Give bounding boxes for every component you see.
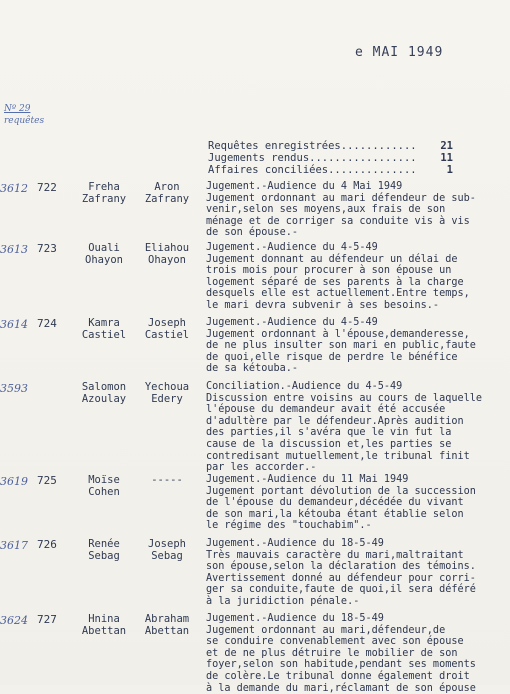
- margin-note-line: Nº 29: [4, 104, 31, 114]
- plaintiff-name: Ouali Ohayon: [85, 242, 123, 266]
- margin-note-line: requêtes: [4, 116, 45, 126]
- case-ref: 3619: [0, 475, 28, 488]
- case-number: 725: [37, 474, 57, 487]
- case-text: Jugement.-Audience du 4 Mai 1949 Jugement ordonnant au mari défendeur de sub- venir,selon ses moyens,aux frais de son ménage et de corriger sa conduite vis à vis de son épouse.-: [206, 181, 476, 239]
- case-text: Jugement.-Audience du 11 Mai 1949 Jugement portant dévolution de la succession de l'épouse du demandeur,décédée du vivant de son mari,la kétouba étant établie selon le régime des "touchabim".-: [206, 474, 476, 532]
- defendant-name: -----: [151, 474, 183, 486]
- summary-row: [208, 140, 453, 152]
- document-date: e MAI 1949: [355, 45, 444, 60]
- case-ref: 3613: [0, 243, 28, 256]
- plaintiff-name: Renée Sebag: [88, 538, 120, 562]
- case-number: 724: [37, 317, 57, 330]
- summary-block: [208, 140, 453, 176]
- plaintiff-name: Hnina Abettan: [81, 613, 127, 637]
- case-number: 722: [37, 181, 57, 194]
- defendant-name: Joseph Castiel: [144, 317, 190, 341]
- case-text: Conciliation.-Audience du 4-5-49 Discussion entre voisins au cours de laquelle l'épouse du demandeur avait été accusée d'adultère par le défendeur.Après audition des parties,il s'avéra que le vin fut la cause de la discussion et,les parties se contredisant mutuellement,le tribunal finit par les accorder.-: [206, 381, 483, 474]
- defendant-name: Abraham Abettan: [144, 613, 190, 637]
- defendant-name: Eliahou Ohayon: [144, 242, 190, 266]
- plaintiff-name: Moïse Cohen: [88, 474, 120, 498]
- summary-row: [208, 164, 453, 176]
- case-number: 723: [37, 242, 57, 255]
- case-ref: 3593: [0, 382, 28, 395]
- case-number: 727: [37, 613, 57, 626]
- case-number: 726: [37, 538, 57, 551]
- defendant-name: Yechoua Edery: [144, 381, 190, 405]
- case-ref: 3614: [0, 318, 28, 331]
- plaintiff-name: Salomon Azoulay: [81, 381, 127, 405]
- summary-label: Requêtes enregistrées............: [208, 140, 417, 152]
- defendant-name: Aron Zafrany: [144, 181, 190, 205]
- summary-value: 1: [446, 164, 453, 176]
- summary-label: Affaires conciliées..............: [208, 164, 417, 176]
- case-text: Jugement.-Audience du 18-5-49 Très mauvais caractère du mari,maltraitant son épouse,selon la déclaration des témoins. Avertissement donné au défendeur pour corri- ger sa conduite,faute de quoi,il sera déféré à la juridiction pénale.-: [206, 538, 476, 607]
- case-text: Jugement.-Audience du 18-5-49 Jugement ordonnant au mari,défendeur,de se conduire convenablement avec son épouse et de ne plus détruire le mobilier de son foyer,selon son habitude,pendant ses moments de colère.Le tribunal donne également droit à la demande du mari,réclamant de son épouse: [206, 613, 476, 694]
- summary-row: [208, 152, 453, 164]
- plaintiff-name: Kamra Castiel: [81, 317, 127, 341]
- case-text: Jugement.-Audience du 4-5-49 Jugement donnant au défendeur un délai de trois mois pour procurer à son épouse un logement séparé de ses parents à la charge desquels elle est actuellement.Entre temps, le mari devra subvenir à ses besoins.-: [206, 242, 470, 311]
- summary-label: Jugements rendus.................: [208, 152, 417, 164]
- defendant-name: Joseph Sebag: [148, 538, 186, 562]
- case-text: Jugement.-Audience du 4-5-49 Jugement ordonnant à l'épouse,demanderesse, de ne plus insulter son mari en public,faute de quoi,elle risque de perdre le bénéfice de sa kétouba.-: [206, 317, 476, 375]
- case-ref: 3617: [0, 539, 28, 552]
- summary-value: 21: [440, 140, 453, 152]
- plaintiff-name: Freha Zafrany: [81, 181, 127, 205]
- summary-value: 11: [440, 152, 453, 164]
- margin-note: [4, 103, 44, 127]
- case-ref: 3612: [0, 182, 28, 195]
- case-ref: 3624: [0, 614, 28, 627]
